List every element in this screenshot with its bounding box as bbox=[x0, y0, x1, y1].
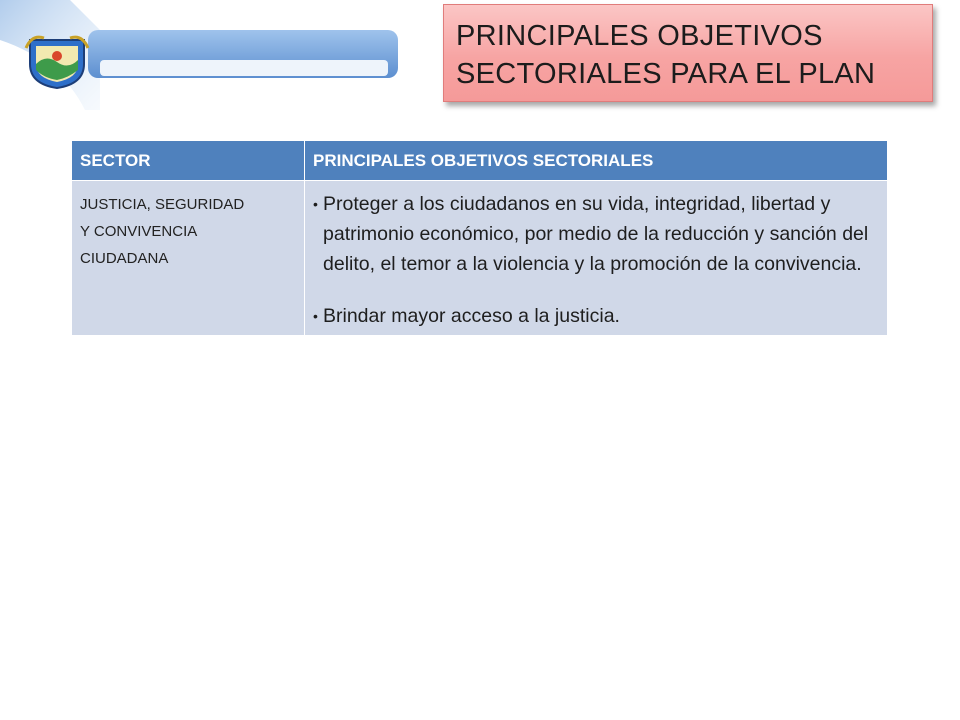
title-line: SECTORIALES PARA EL PLAN bbox=[456, 58, 876, 90]
sector-cell bbox=[72, 181, 305, 336]
bullet-icon: • bbox=[313, 196, 318, 212]
table-header-row bbox=[72, 141, 888, 181]
table-row bbox=[72, 181, 888, 336]
objective-item bbox=[313, 189, 877, 279]
slide-title bbox=[443, 4, 933, 102]
column-header-objectives: PRINCIPALES OBJETIVOS SECTORIALES bbox=[305, 141, 888, 181]
objective-text: Proteger a los ciudadanos en su vida, integridad, libertad y patrimonio económico, por medio de la reducción y sanción del delito, el temor a la violencia y la promoción de la convivencia. bbox=[323, 193, 869, 275]
title-line: PRINCIPALES OBJETIVOS bbox=[456, 20, 823, 52]
sector-line: Y CONVIVENCIA bbox=[80, 223, 198, 240]
bullet-icon: • bbox=[313, 308, 318, 324]
objectives-cell bbox=[305, 181, 888, 336]
sector-line: JUSTICIA, SEGURIDAD bbox=[80, 196, 245, 213]
municipal-crest-icon bbox=[24, 30, 90, 90]
sector-line: CIUDADANA bbox=[80, 250, 169, 267]
objective-item bbox=[313, 301, 877, 335]
column-header-sector: SECTOR bbox=[72, 141, 305, 181]
objectives-table bbox=[71, 140, 888, 336]
objective-text: Brindar mayor acceso a la justicia. bbox=[323, 305, 620, 327]
